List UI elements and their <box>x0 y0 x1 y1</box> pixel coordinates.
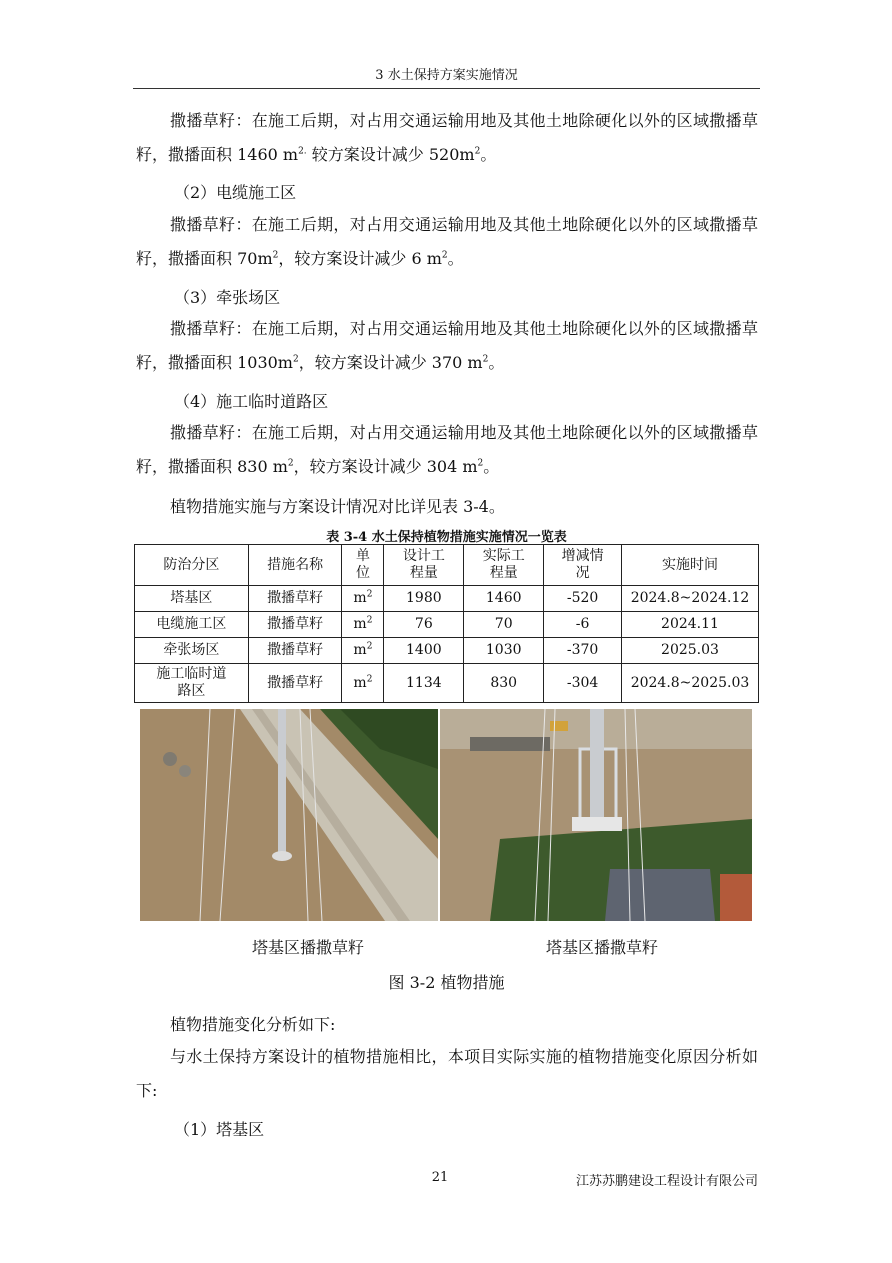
cell-change: -6 <box>544 612 622 638</box>
cell-measure: 撒播草籽 <box>248 612 342 638</box>
header-change: 增减情 况 <box>544 545 622 586</box>
cell-time: 2024.8~2025.03 <box>622 664 759 703</box>
cell-design: 76 <box>384 612 464 638</box>
cell-measure: 撒播草籽 <box>248 638 342 664</box>
section-heading-tension-field: （3）牵张场区 <box>174 288 281 307</box>
table-header-row <box>135 545 759 586</box>
section-heading-cable: （2）电缆施工区 <box>174 183 297 202</box>
cell-unit: $m^2$ <box>342 612 384 638</box>
photo-caption-right: 塔基区播撒草籽 <box>545 938 658 957</box>
cell-design: 1980 <box>384 586 464 612</box>
figure-title: 图 3-2 植物措施 <box>388 973 505 992</box>
running-header: 3 水土保持方案实施情况 <box>133 64 760 89</box>
cell-change: -370 <box>544 638 622 664</box>
table-row <box>135 586 759 612</box>
paragraph-temp-road: 撒播草籽：在施工后期，对占用交通运输用地及其他土地除硬化以外的区域撒播草籽，撒播面积 830 $m^2$，较方案设计减少 304 $m^2$。 <box>136 423 758 476</box>
header-zone: 防治分区 <box>135 545 249 586</box>
table-row <box>135 638 759 664</box>
section-heading-tower-base: （1）塔基区 <box>174 1120 265 1139</box>
cell-zone: 电缆施工区 <box>135 612 249 638</box>
cell-time: 2025.03 <box>622 638 759 664</box>
page-number: 21 <box>431 1170 449 1185</box>
cell-measure: 撒播草籽 <box>248 586 342 612</box>
cell-change: -520 <box>544 586 622 612</box>
paragraph-tension-field: 撒播草籽：在施工后期，对占用交通运输用地及其他土地除硬化以外的区域撒播草籽，撒播面积 $1030m^2$，较方案设计减少 370 $m^2$。 <box>136 319 758 372</box>
cell-zone: 牵张场区 <box>135 638 249 664</box>
cell-zone: 塔基区 <box>135 586 249 612</box>
cell-change: -304 <box>544 664 622 703</box>
header-unit: 单 位 <box>342 545 384 586</box>
paragraph-tower-area: 撒播草籽：在施工后期，对占用交通运输用地及其他土地除硬化以外的区域撒播草籽，撒播面积 1460 $m^{2.}$ 较方案设计减少 $520m^2$。 <box>136 111 758 164</box>
cell-unit: $m^2$ <box>342 638 384 664</box>
cell-actual: 830 <box>464 664 544 703</box>
plant-measures-table <box>134 544 759 703</box>
cell-design: 1134 <box>384 664 464 703</box>
photo-figure <box>140 709 752 921</box>
cell-unit: $m^2$ <box>342 586 384 612</box>
section-heading-temp-road: （4）施工临时道路区 <box>174 392 329 411</box>
analysis-intro: 植物措施变化分析如下: <box>170 1015 336 1034</box>
paragraph-cable-area: 撒播草籽：在施工后期，对占用交通运输用地及其他土地除硬化以外的区域撒播草籽，撒播面积 $70m^2$，较方案设计减少 6 $m^2$。 <box>136 215 758 268</box>
header-actual-quantity: 实际工 程量 <box>464 545 544 586</box>
cell-zone: 施工临时道 路区 <box>135 664 249 703</box>
analysis-paragraph: 与水土保持方案设计的植物措施相比，本项目实际实施的植物措施变化原因分析如下: <box>136 1047 758 1100</box>
header-measure: 措施名称 <box>248 545 342 586</box>
table-row <box>135 664 759 703</box>
cell-unit: $m^2$ <box>342 664 384 703</box>
photo-caption-left: 塔基区播撒草籽 <box>251 938 364 957</box>
cell-design: 1400 <box>384 638 464 664</box>
cell-measure: 撒播草籽 <box>248 664 342 703</box>
table-title: 表 3-4 水土保持植物措施实施情况一览表 <box>326 530 567 545</box>
header-design-quantity: 设计工 程量 <box>384 545 464 586</box>
header-time: 实施时间 <box>622 545 759 586</box>
photo-tower-base-left <box>140 709 438 921</box>
photo-tower-base-right <box>440 709 752 921</box>
table-row <box>135 612 759 638</box>
cell-actual: 1460 <box>464 586 544 612</box>
cell-time: 2024.11 <box>622 612 759 638</box>
cell-actual: 1030 <box>464 638 544 664</box>
paragraph-summary: 植物措施实施与方案设计情况对比详见表 3-4。 <box>170 497 505 516</box>
footer-company: 江苏苏鹏建设工程设计有限公司 <box>575 1174 758 1189</box>
cell-actual: 70 <box>464 612 544 638</box>
cell-time: 2024.8~2024.12 <box>622 586 759 612</box>
